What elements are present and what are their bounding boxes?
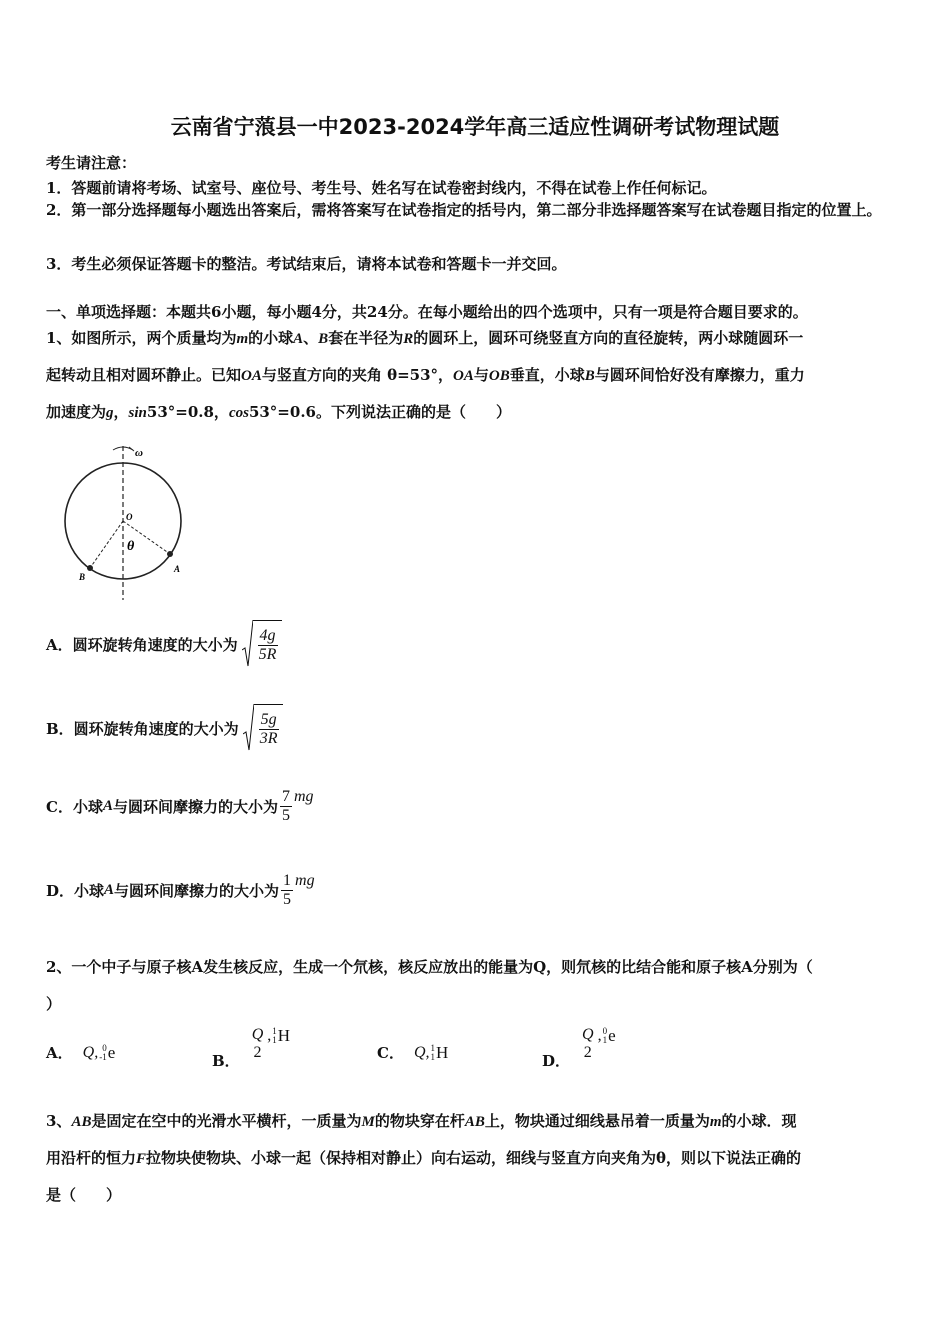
section-heading: 一、单项选择题：本题共6小题，每小题4分，共24分。在每小题给出的四个选项中，只有一项是符合题目要求的。	[46, 303, 808, 321]
nuclide-expression: Q, 1 1 H	[413, 1042, 449, 1062]
q1-line-2: 起转动且相对圆环静止。已知OA与竖直方向的夹角 θ=53°，OA与OB垂直，小球B与圆环间恰好没有摩擦力，重力	[46, 366, 805, 384]
notice-item-3: 3．考生必须保证答题卡的整洁。考试结束后，请将本试卷和答题卡一并交回。	[46, 255, 567, 273]
q1-option-a[interactable]: A．圆环旋转角速度的大小为 $\frac{4g}{5R}$	[46, 620, 282, 668]
omega-label: ω	[135, 447, 143, 459]
q1-option-d[interactable]: D．小球 A 与圆环间摩擦力的大小为 $\frac{1}{5}$ mg	[46, 871, 315, 908]
q1-line-1: 1、如图所示，两个质量均为m的小球A、B套在半径为R的圆环上，圆环可绕竖直方向的直径旋转，两小球随圆环一	[46, 329, 804, 347]
nuclide-expression: , 1 1 H	[267, 1026, 291, 1045]
nuclide-expression: , 0 1 e	[597, 1026, 616, 1045]
center-label: O	[126, 512, 133, 522]
q3-line-2: 用沿杆的恒力F拉物块使物块、小球一起（保持相对静止）向右运动，细线与竖直方向夹角为θ，则以下说法正确的	[46, 1149, 802, 1167]
fraction: $\frac{7}{5}$	[281, 788, 290, 824]
q2-line-1: 2、一个中子与原子核A发生核反应，生成一个氘核，核反应放出的能量为Q，则氘核的比结合能和原子核A分别为（	[46, 958, 813, 976]
sqrt-expression: $\frac{5g}{3R}$	[243, 704, 284, 752]
fraction: $\frac{1}{5}$	[283, 872, 292, 908]
q2-line-2: ）	[46, 995, 62, 1013]
q1-option-c[interactable]: C．小球 A 与圆环间摩擦力的大小为 $\frac{7}{5}$ mg	[46, 787, 314, 824]
ball-a-label: A	[174, 564, 181, 574]
q2-option-b[interactable]: B． Q 2 , 1 1 H	[212, 1026, 291, 1070]
q3-line-1: 3、AB是固定在空中的光滑水平横杆，一质量为M的物块穿在杆AB上，物块通过细线悬吊着一质量为m的小球．现	[46, 1112, 797, 1130]
notice-item-1: 1．答题前请将考场、试室号、座位号、考生号、姓名写在试卷密封线内，不得在试卷上作任何标记。	[46, 179, 717, 197]
q1-line-3: 加速度为g，sin53°=0.8，cos53°=0.6。下列说法正确的是（ ）	[46, 403, 511, 421]
fraction: Q 2	[582, 1026, 594, 1061]
radius-ob	[90, 521, 123, 568]
nuclide-expression: Q, 0 -1 e	[82, 1042, 116, 1062]
q2-option-d[interactable]: D． Q 2 , 0 1 e	[542, 1026, 616, 1070]
theta-label: θ	[127, 539, 135, 554]
ball-b-label: B	[79, 572, 86, 582]
q2-option-a[interactable]: A． Q, 0 -1 e	[46, 1042, 116, 1062]
q3-line-3: 是（ ）	[46, 1186, 122, 1204]
sqrt-expression: $\frac{4g}{5R}$	[242, 620, 283, 668]
notice-heading: 考生请注意：	[46, 154, 137, 172]
ball-a	[167, 551, 173, 557]
notice-item-2: 2．第一部分选择题每小题选出答案后，需将答案写在试卷指定的括号内，第二部分非选择题答案写在试卷题目指定的位置上。	[46, 201, 882, 219]
fraction: Q 2	[251, 1026, 264, 1061]
page-title: 云南省宁蒗县一中2023-2024学年高三适应性调研考试物理试题	[170, 115, 780, 139]
q2-option-c[interactable]: C． Q, 1 1 H	[377, 1042, 449, 1062]
ball-b	[87, 565, 93, 571]
q1-circle-figure	[55, 438, 195, 603]
q1-option-b[interactable]: B．圆环旋转角速度的大小为 $\frac{5g}{3R}$	[46, 704, 283, 752]
